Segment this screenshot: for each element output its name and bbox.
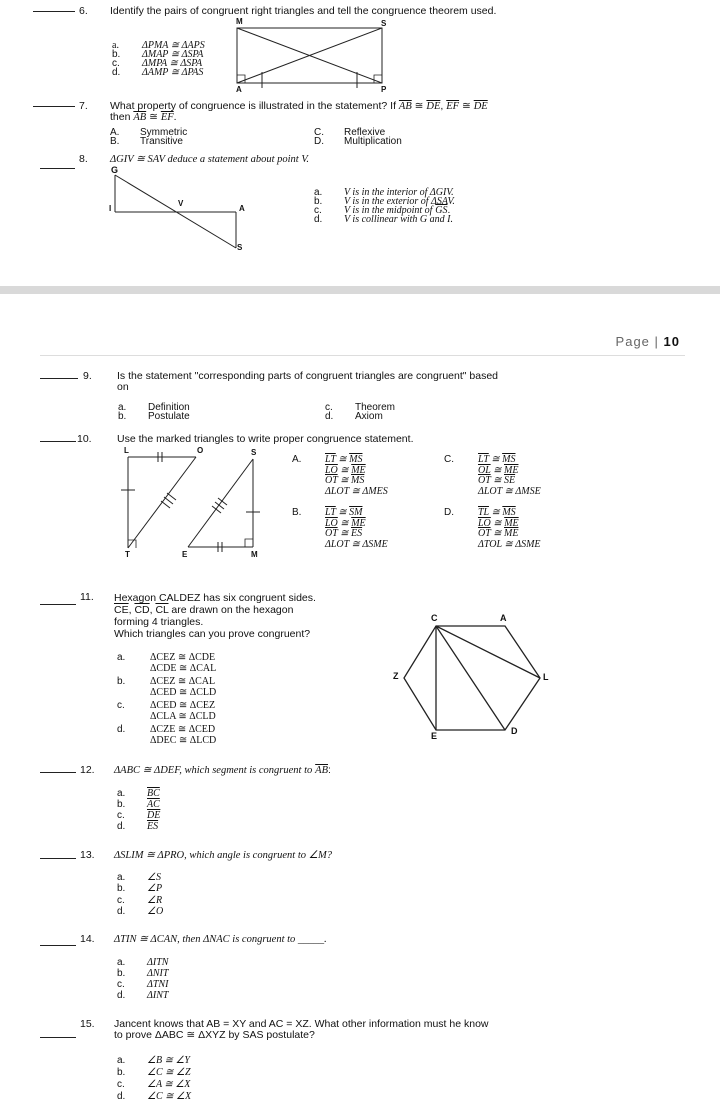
q6-option-c[interactable]: c. ΔMPA ≅ ΔSPA [112, 58, 203, 69]
question-text-14: ΔTIN ≅ ΔCAN, then ΔNAC is congruent to _____. [114, 934, 327, 945]
q6-option-a[interactable]: a. ΔPMA ≅ ΔAPS [112, 40, 205, 51]
q11-label-A: A [500, 613, 507, 623]
q11-option-b[interactable]: b. [117, 676, 126, 687]
q6-option-b[interactable]: b. ΔMAP ≅ ΔSPA [112, 49, 204, 60]
q11-option-a-statement: ΔCEZ ≅ ΔCDE ΔCDE ≅ ΔCAL [150, 652, 217, 674]
question-text-8: ΔGIV ≅ SAV deduce a statement about point V. [110, 154, 310, 165]
q12-option-c[interactable]: c. $\overline{DE}$ [117, 810, 161, 821]
q7-option-B[interactable]: B. Transitive [110, 136, 183, 147]
q10-option-A[interactable]: A. [292, 454, 302, 465]
q15-option-c[interactable]: c. ∠A ≅ ∠X [117, 1079, 191, 1090]
q10-label-O: O [197, 446, 204, 455]
q10-option-A-statement: $\overline{LT}$ ≅ $\overline{MS}$ $\overline{LO}$ ≅ $\overline{ME}$ $\overline{OT}$ ≅ $\overline{MS}$ ΔLOT ≅ ΔMES [325, 454, 388, 497]
question-text-13: ΔSLIM ≅ ΔPRO, which angle is congruent to ∠M? [114, 850, 333, 861]
q6-label-M: M [236, 17, 243, 26]
question-number-8: 8. [79, 153, 88, 165]
q11-option-d-statement: ΔCZE ≅ ΔCED ΔDEC ≅ ΔLCD [150, 724, 217, 746]
q12-option-b[interactable]: b. $\overline{AC}$ [117, 799, 160, 810]
question-number-13: 13. [80, 849, 95, 861]
q10-option-B-statement: $\overline{LT}$ ≅ $\overline{SM}$ $\overline{LO}$ ≅ $\overline{ME}$ $\overline{OT}$ ≅ $\overline{ES}$ ΔLOT ≅ ΔSME [325, 507, 388, 550]
q10-option-C-statement: $\overline{LT}$ ≅ $\overline{MS}$ $\overline{OL}$ ≅ $\overline{ME}$ $\overline{OT}$ ≅ $\overline{SE}$ ΔLOT ≅ ΔMSE [478, 454, 541, 497]
q8-label-I: I [109, 204, 112, 213]
answer-blank-14[interactable] [40, 938, 76, 946]
question-number-10: 10. [77, 433, 92, 445]
q11-label-Z: Z [393, 671, 399, 681]
q12-option-d[interactable]: d. $\overline{ES}$ [117, 821, 159, 832]
question-number-7: 7. [79, 100, 88, 112]
q11-option-d[interactable]: d. [117, 724, 126, 735]
q10-option-D-statement: $\overline{TL}$ ≅ $\overline{MS}$ $\overline{LO}$ ≅ $\overline{ME}$ $\overline{OT}$ ≅ $\overline{ME}$ ΔTOL ≅ ΔSME [478, 507, 541, 550]
q13-option-d[interactable]: d. ∠O [117, 906, 164, 917]
question-number-15: 15. [80, 1018, 95, 1030]
q10-option-C[interactable]: C. [444, 454, 454, 465]
question-number-6: 6. [79, 5, 88, 17]
q8-option-b[interactable]: b. V is in the exterior of ΔSAV. [314, 196, 455, 207]
q6-label-S: S [381, 19, 387, 28]
question-text-9: Is the statement "corresponding parts of congruent triangles are congruent" based on [117, 370, 499, 394]
question-text-15: Jancent knows that AB = XY and AC = XZ. What other information must he know to prove ΔABC ≅ ΔXYZ by SAS postulate? [114, 1018, 489, 1042]
q10-label-T: T [125, 550, 130, 559]
q13-option-a[interactable]: a. ∠S [117, 872, 161, 883]
q6-option-d[interactable]: d. ΔAMP ≅ ΔPAS [112, 67, 204, 78]
q10-option-D[interactable]: D. [444, 507, 454, 518]
q6-label-P: P [381, 85, 387, 94]
question-number-14: 14. [80, 933, 95, 945]
q14-option-d[interactable]: d. ΔINT [117, 990, 169, 1001]
q6-label-A: A [236, 85, 242, 94]
q8-option-d[interactable]: d. V is collinear with G and I. [314, 214, 453, 225]
question-text-7: What property of congruence is illustrated in the statement? If $\overline{AB}$ ≅ $\overline{DE}$, $\overline{EF}$ ≅ $\overline{DE}$ then $\overline{AB}$ ≅ $\overline{EF}$. [110, 100, 488, 124]
q14-option-b[interactable]: b. ΔNIT [117, 968, 169, 979]
q11-label-L: L [543, 672, 549, 682]
q8-option-c[interactable]: c. V is in the midpoint of $\overline{GS}$. [314, 205, 451, 216]
q10-label-E: E [182, 550, 188, 559]
q7-option-D[interactable]: D. Multiplication [314, 136, 402, 147]
question-text-11: Hexagon CALDEZ has six congruent sides. $\overline{CE}$, $\overline{CD}$, $\overline{CL}$ are drawn on the hexagon forming 4 triangles. Which triangles can you prove congruent? [114, 592, 316, 641]
answer-blank-12[interactable] [40, 765, 76, 773]
q15-option-a[interactable]: a. ∠B ≅ ∠Y [117, 1055, 190, 1066]
question-text-12: ΔABC ≅ ΔDEF, which segment is congruent to $\overline{AB}$: [114, 764, 331, 776]
question-text-6: Identify the pairs of congruent right triangles and tell the congruence theorem used. [110, 5, 497, 17]
question-text-10: Use the marked triangles to write proper congruence statement. [117, 433, 414, 445]
q9-option-c[interactable]: c. Theorem [325, 402, 396, 413]
q7-option-C[interactable]: C. Reflexive [314, 127, 386, 138]
question-number-12: 12. [80, 764, 95, 776]
q9-option-a[interactable]: a. Definition [118, 402, 190, 413]
q8-label-S: S [237, 243, 243, 252]
page-number: Page | 10 [615, 334, 680, 349]
q13-option-c[interactable]: c. ∠R [117, 895, 163, 906]
q9-option-d[interactable]: d. Axiom [325, 411, 383, 422]
q11-option-b-statement: ΔCEZ ≅ ΔCAL ΔCED ≅ ΔCLD [150, 676, 217, 698]
q8-option-a[interactable]: a. V is in the interior of ΔGIV. [314, 187, 454, 198]
answer-blank-13[interactable] [40, 851, 76, 859]
q9-option-b[interactable]: b. Postulate [118, 411, 190, 422]
q11-label-C: C [431, 613, 438, 623]
q14-option-a[interactable]: a. ΔITN [117, 957, 169, 968]
q15-option-b[interactable]: b. ∠C ≅ ∠Z [117, 1067, 191, 1078]
q10-label-S: S [251, 448, 257, 457]
q8-label-A: A [239, 204, 245, 213]
answer-blank-15[interactable] [40, 1030, 76, 1038]
q7-option-A[interactable]: A. Symmetric [110, 127, 188, 138]
q11-label-E: E [431, 731, 438, 741]
q10-label-M: M [251, 550, 258, 559]
q8-label-G: G [111, 165, 119, 175]
q13-option-b[interactable]: b. ∠P [117, 883, 163, 894]
q8-label-V: V [178, 199, 184, 208]
q15-option-d[interactable]: d. ∠C ≅ ∠X [117, 1091, 192, 1102]
q10-option-B[interactable]: B. [292, 507, 302, 518]
q11-option-c[interactable]: c. [117, 700, 125, 711]
q11-option-c-statement: ΔCED ≅ ΔCEZ ΔCLA ≅ ΔCLD [150, 700, 216, 722]
q14-option-c[interactable]: c. ΔTNI [117, 979, 169, 990]
q10-label-L: L [124, 446, 129, 455]
question-number-9: 9. [83, 370, 92, 382]
q12-option-a[interactable]: a. $\overline{BC}$ [117, 788, 160, 799]
q11-label-D: D [511, 726, 518, 736]
question-number-11: 11. [80, 591, 94, 603]
q11-option-a[interactable]: a. [117, 652, 126, 663]
